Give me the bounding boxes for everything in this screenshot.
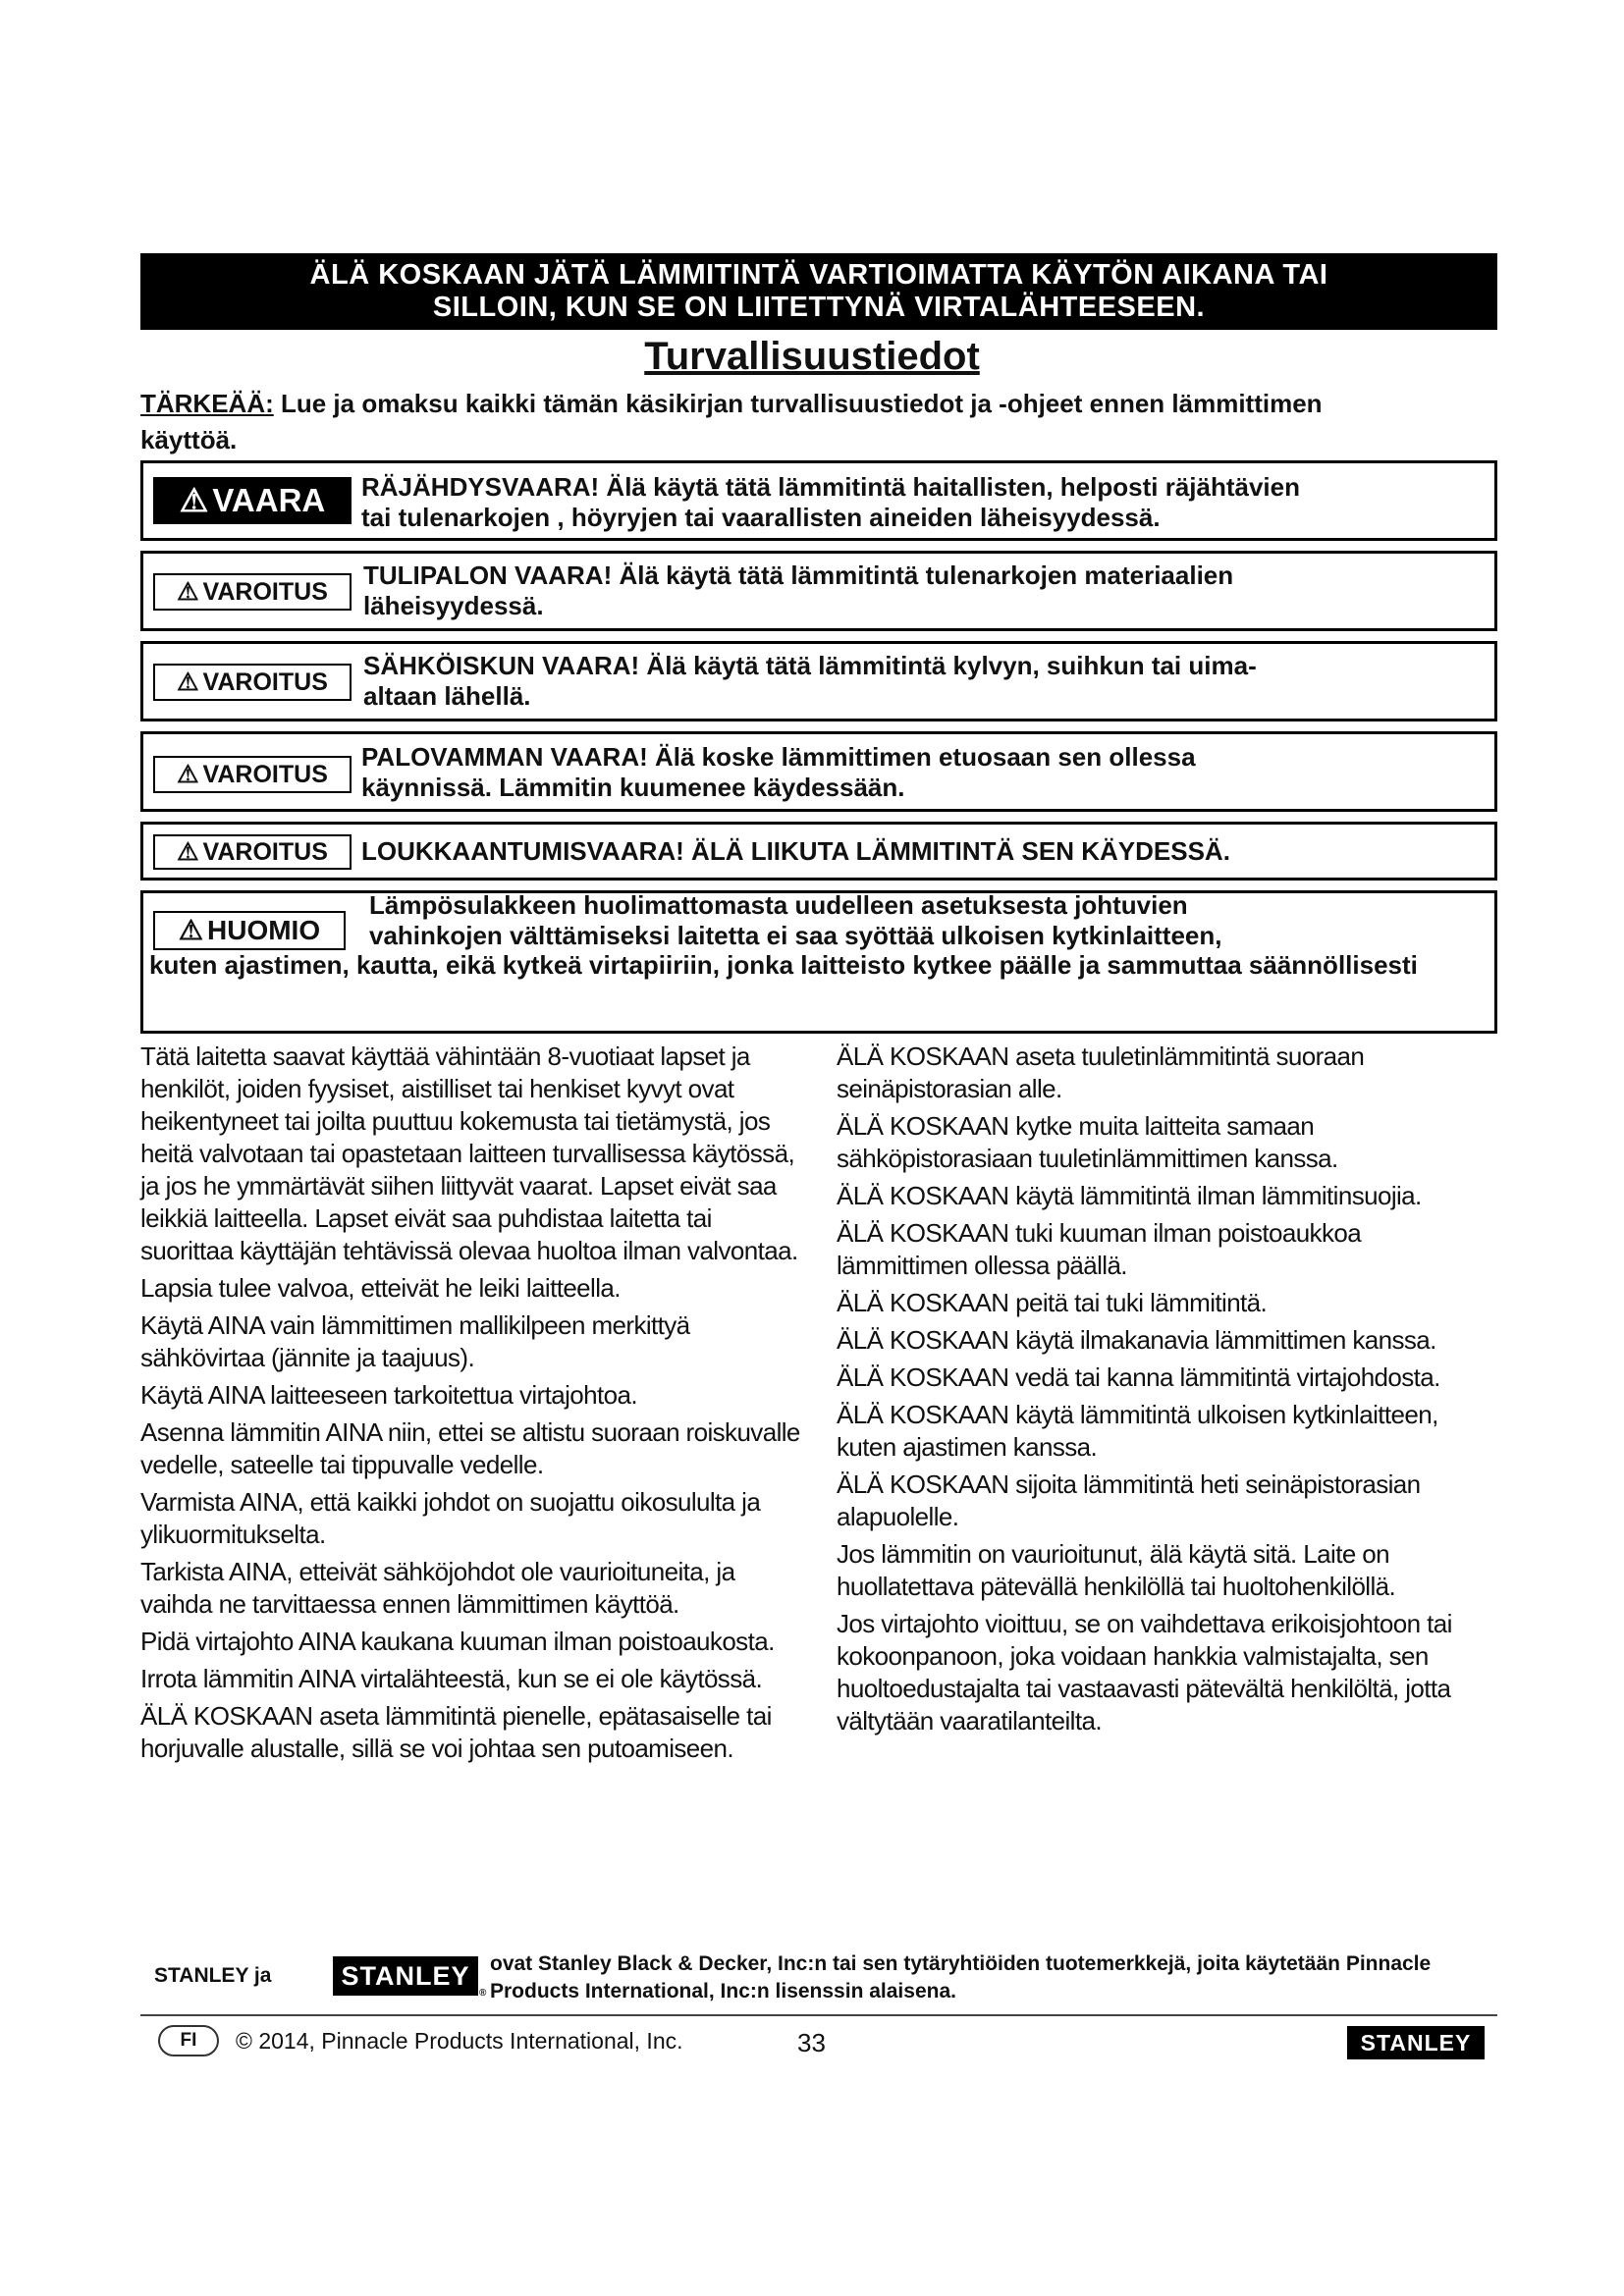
warning-triangle-icon: ⚠ — [179, 482, 209, 518]
paragraph: ÄLÄ KOSKAAN käytä lämmitintä ulkoisen kytkinlaitteen, kuten ajastimen kanssa. — [837, 1400, 1438, 1462]
paragraph: Irrota lämmitin AINA virtalähteestä, kun se ei ole käytössä. — [140, 1664, 763, 1693]
warning-triangle-icon: ⚠ — [177, 578, 199, 606]
paragraph: Käytä AINA laitteeseen tarkoitettua virtajohtoa. — [140, 1380, 637, 1410]
warning-electric-line-2: altaan lähellä. — [363, 681, 531, 711]
trademark-lead: STANLEY ja — [154, 1964, 272, 1987]
warning-burn-line-2: käynnissä. Lämmitin kuumenee käydessään. — [361, 773, 905, 802]
right-column — [837, 1041, 1496, 1742]
registered-mark: ® — [479, 1988, 487, 1999]
paragraph: Tätä laitetta saavat käyttää vähintään 8-vuotiaat lapset ja henkilöt, joiden fyysiset, aistilliset tai henkiset kyvyt ovat heikentyneet tai joilta puuttuu kokemusta tai tietämystä, jos heitä valvotaan tai opastetaan laitteen turvallisessa käytössä, ja jos he ymmärtävät siihen liittyvät vaarat. Lapset eivät saa leikkiä laitteella. Lapset eivät saa puhdistaa laitetta tai suorittaa käyttäjän tehtävissä olevaa huoltoa ilman valvontaa. — [140, 1041, 798, 1265]
important-label: TÄRKEÄÄ: — [140, 389, 274, 418]
caution-label: HUOMIO — [207, 915, 321, 945]
danger-text-line-2: tai tulenarkojen , höyryjen tai vaarallisten aineiden läheisyydessä. — [361, 503, 1161, 532]
warning-triangle-icon: ⚠ — [177, 761, 199, 788]
paragraph: Tarkista AINA, etteivät sähköjohdot ole vaurioituneita, ja vaihda ne tarvittaessa ennen lämmittimen käyttöä. — [140, 1557, 735, 1619]
banner-line-1: ÄLÄ KOSKAAN JÄTÄ LÄMMITINTÄ VARTIOIMATTA KÄYTÖN AIKANA TAI — [309, 259, 1328, 291]
danger-badge — [153, 477, 352, 524]
footer-stanley-logo: STANLEY — [1347, 2026, 1485, 2059]
warning-box-burn — [140, 731, 1497, 812]
warning-label: VAROITUS — [202, 578, 328, 606]
warning-injury-line-1: LOUKKAANTUMISVAARA! ÄLÄ LIIKUTA LÄMMITINTÄ SEN KÄYDESSÄ. — [361, 836, 1230, 866]
paragraph: Lapsia tulee valvoa, etteivät he leiki laitteella. — [140, 1273, 621, 1303]
paragraph: ÄLÄ KOSKAAN kytke muita laitteita samaan sähköpistorasiaan tuuletinlämmittimen kanssa. — [837, 1111, 1338, 1173]
paragraph: Asenna lämmitin AINA niin, ettei se altistu suoraan roiskuvalle vedelle, sateelle tai tippuvalle vedelle. — [140, 1417, 800, 1479]
warning-burn-line-1: PALOVAMMAN VAARA! Älä koske lämmittimen etuosaan sen ollessa — [361, 742, 1196, 772]
trademark-text: ovat Stanley Black & Decker, Inc:n tai sen tytäryhtiöiden tuotemerkkejä, joita käytetään Pinnacle Products International, Inc:n lisenssin alaisena. — [490, 1952, 1432, 2002]
banner-line-2: SILLOIN, KUN SE ON LIITETTYNÄ VIRTALÄHTEESEEN. — [432, 292, 1206, 323]
warning-electric-line-1: SÄHKÖISKUN VAARA! Älä käytä tätä lämmitintä kylvyn, suihkun tai uima- — [363, 651, 1257, 680]
footer-divider — [140, 2014, 1497, 2016]
warning-burn-text — [361, 742, 1196, 803]
caution-heading — [369, 890, 1221, 951]
page-number: 33 — [797, 2028, 826, 2057]
paragraph: ÄLÄ KOSKAAN aseta tuuletinlämmitintä suoraan seinäpistorasian alle. — [837, 1041, 1365, 1103]
warning-badge — [153, 756, 352, 793]
caution-line-1: Lämpösulakkeen huolimattomasta uudelleen asetuksesta johtuvien — [369, 890, 1188, 920]
trademark-notice — [140, 1950, 1497, 2009]
warning-box-injury — [140, 822, 1497, 881]
warning-electric-text — [363, 651, 1257, 712]
warning-label: VAROITUS — [202, 761, 328, 788]
page-title: Turvallisuustiedot — [644, 335, 980, 378]
danger-box-explosion — [140, 460, 1497, 541]
paragraph: Varmista AINA, että kaikki johdot on suojattu oikosululta ja ylikuormitukselta. — [140, 1487, 761, 1549]
paragraph: ÄLÄ KOSKAAN sijoita lämmitintä heti seinäpistorasian alapuolelle. — [837, 1469, 1421, 1531]
language-badge: FI — [158, 2025, 219, 2056]
warning-badge — [153, 664, 352, 701]
warning-box-electric-shock — [140, 641, 1497, 721]
paragraph: Käytä AINA vain lämmittimen mallikilpeen merkittyä sähkövirtaa (jännite ja taajuus). — [140, 1310, 690, 1372]
warning-label: VAROITUS — [202, 668, 328, 696]
paragraph: ÄLÄ KOSKAAN käytä lämmitintä ilman lämmitinsuojia. — [837, 1181, 1422, 1210]
warning-triangle-icon: ⚠ — [177, 838, 199, 866]
safety-banner — [140, 253, 1497, 330]
warning-triangle-icon: ⚠ — [177, 668, 199, 696]
paragraph: Pidä virtajohto AINA kaukana kuuman ilman poistoaukosta. — [140, 1627, 775, 1656]
caution-line-2: vahinkojen välttämiseksi laitetta ei saa syöttää ulkoisen kytkinlaitteen, — [369, 921, 1222, 950]
left-column — [140, 1041, 808, 1770]
paragraph: ÄLÄ KOSKAAN vedä tai kanna lämmitintä virtajohdosta. — [837, 1362, 1440, 1392]
stanley-logo: STANLEY — [333, 1956, 478, 1996]
paragraph: ÄLÄ KOSKAAN aseta lämmitintä pienelle, epätasaiselle tai horjuvalle alustalle, sillä se voi johtaa sen putoamiseen. — [140, 1701, 772, 1763]
danger-label: VAARA — [212, 482, 326, 518]
paragraph: ÄLÄ KOSKAAN tuki kuuman ilman poistoaukkoa lämmittimen ollessa päällä. — [837, 1218, 1362, 1280]
caution-box — [140, 890, 1497, 1034]
warning-fire-text — [363, 561, 1233, 621]
warning-badge — [153, 573, 352, 611]
warning-label: VAROITUS — [202, 838, 328, 866]
warning-box-fire — [140, 551, 1497, 631]
copyright: © 2014, Pinnacle Products International, Inc. — [236, 2028, 683, 2054]
paragraph: Jos virtajohto vioittuu, se on vaihdettava erikoisjohtoon tai kokoonpanoon, joka voidaan hankkia valmistajalta, sen huoltoedustajalta tai vastaavasti pätevältä henkilöltä, jotta vältytään vaaratilanteilta. — [837, 1609, 1452, 1735]
caution-badge — [153, 911, 346, 950]
warning-badge — [153, 834, 352, 870]
paragraph: ÄLÄ KOSKAAN peitä tai tuki lämmitintä. — [837, 1288, 1268, 1317]
warning-fire-line-1: TULIPALON VAARA! Älä käytä tätä lämmitintä tulenarkojen materiaalien — [363, 561, 1234, 590]
warning-fire-line-2: läheisyydessä. — [363, 591, 544, 620]
caution-body: kuten ajastimen, kautta, eikä kytkeä virtapiiriin, jonka laitteisto kytkee päälle ja sammuttaa säännöllisesti — [149, 950, 1418, 980]
warning-injury-text — [361, 836, 1230, 867]
important-text: Lue ja omaksu kaikki tämän käsikirjan turvallisuustiedot ja -ohjeet ennen lämmittimen käyttöä. — [140, 389, 1323, 454]
danger-text-line-1: RÄJÄHDYSVAARA! Älä käytä tätä lämmitintä haitallisten, helposti räjähtävien — [361, 472, 1300, 502]
danger-text — [361, 472, 1300, 533]
paragraph: Jos lämmitin on vaurioitunut, älä käytä sitä. Laite on huollatettava pätevällä henkilöllä tai huoltohenkilöllä. — [837, 1539, 1396, 1601]
important-note — [140, 386, 1417, 458]
warning-triangle-icon: ⚠ — [178, 915, 203, 945]
paragraph: ÄLÄ KOSKAAN käytä ilmakanavia lämmittimen kanssa. — [837, 1325, 1436, 1355]
